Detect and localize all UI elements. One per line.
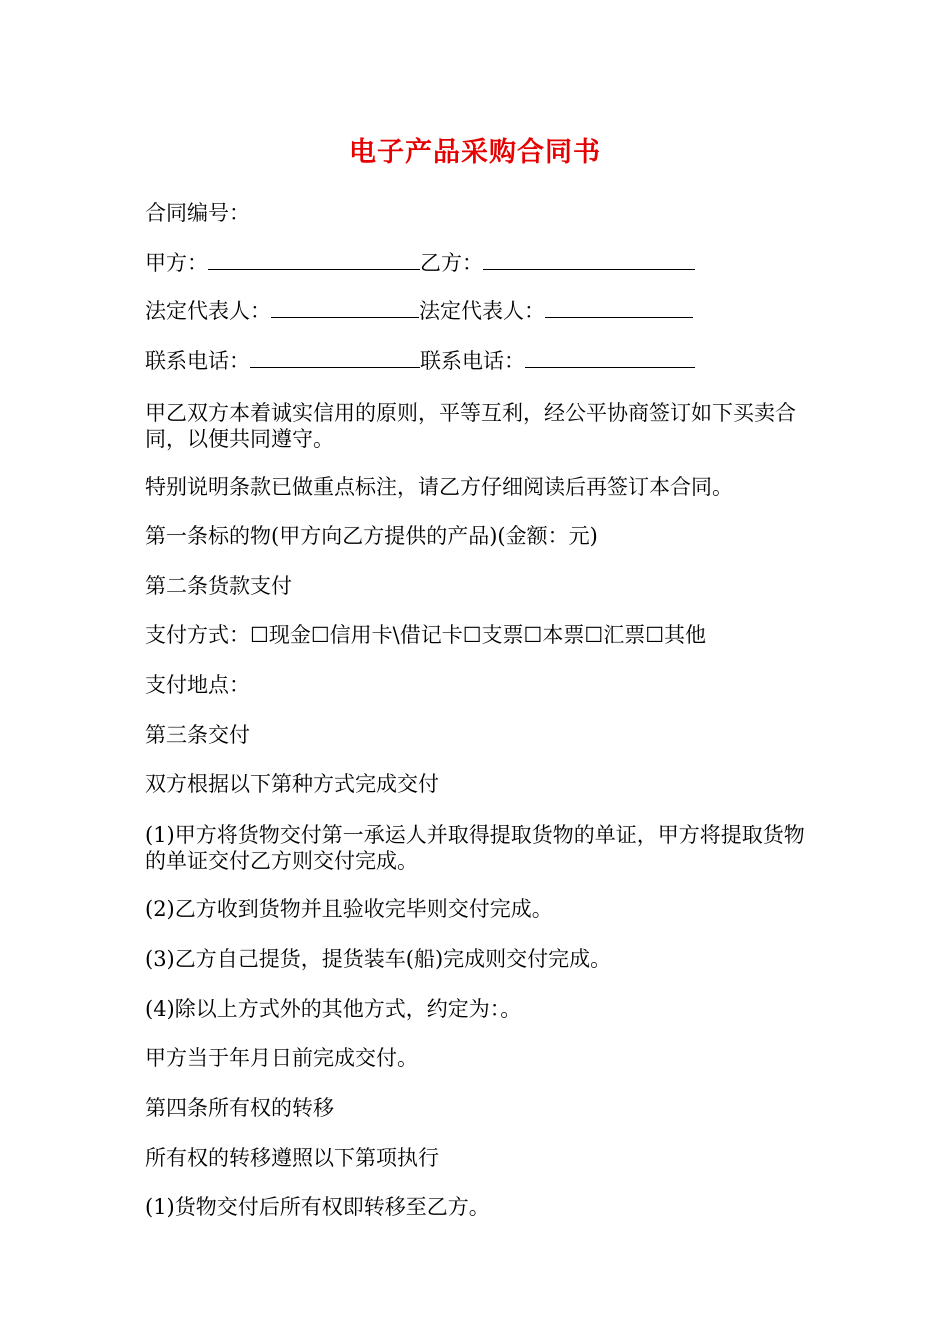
legal-rep-b-label: 法定代表人： — [419, 299, 545, 323]
paragraph: (1)货物交付后所有权即转移至乙方。 — [145, 1195, 490, 1219]
legal-rep-line — [145, 298, 815, 324]
paragraph: 支付地点： — [145, 673, 250, 697]
party-a-blank — [208, 251, 420, 270]
article-heading: 第一条标的物(甲方向乙方提供的产品)(金额：元) — [145, 524, 598, 548]
legal-rep-a-label: 法定代表人： — [145, 299, 271, 323]
party-line — [145, 250, 815, 276]
paragraph: 甲方当于年月日前完成交付。 — [145, 1046, 418, 1070]
phone-b-label: 联系电话： — [420, 349, 525, 373]
document-title: 电子产品采购合同书 — [349, 137, 601, 168]
paragraph: (1)甲方将货物交付第一承运人并取得提取货物的单证，甲方将提取货物的单证交付乙方则交付完成。 — [145, 823, 805, 873]
paragraph: (4)除以上方式外的其他方式，约定为：。 — [145, 997, 522, 1021]
contract-number-label: 合同编号： — [145, 201, 250, 225]
paragraph: 所有权的转移遵照以下第项执行 — [145, 1146, 439, 1170]
paragraph: 支付方式：☐现金☐信用卡\借记卡☐支票☐本票☐汇票☐其他 — [145, 623, 707, 647]
phone-a-blank — [250, 349, 420, 368]
article-heading: 第二条货款支付 — [145, 574, 292, 598]
phone-a-label: 联系电话： — [145, 349, 250, 373]
paragraph: (3)乙方自己提货，提货装车(船)完成则交付完成。 — [145, 947, 612, 971]
party-a-label: 甲方： — [145, 251, 208, 275]
contract-number-line — [145, 200, 815, 226]
phone-line — [145, 348, 815, 374]
paragraph: 特别说明条款已做重点标注，请乙方仔细阅读后再签订本合同。 — [145, 475, 733, 499]
article-heading: 第四条所有权的转移 — [145, 1096, 334, 1120]
legal-rep-a-blank — [271, 299, 419, 318]
paragraph: 甲乙双方本着诚实信用的原则，平等互利，经公平协商签订如下买卖合同，以便共同遵守。 — [145, 401, 796, 451]
phone-b-blank — [525, 349, 695, 368]
legal-rep-b-blank — [545, 299, 693, 318]
party-b-label: 乙方： — [420, 251, 483, 275]
paragraph: (2)乙方收到货物并且验收完毕则交付完成。 — [145, 897, 553, 921]
paragraph: 双方根据以下第种方式完成交付 — [145, 772, 439, 796]
party-b-blank — [483, 251, 695, 270]
article-heading: 第三条交付 — [145, 723, 250, 747]
